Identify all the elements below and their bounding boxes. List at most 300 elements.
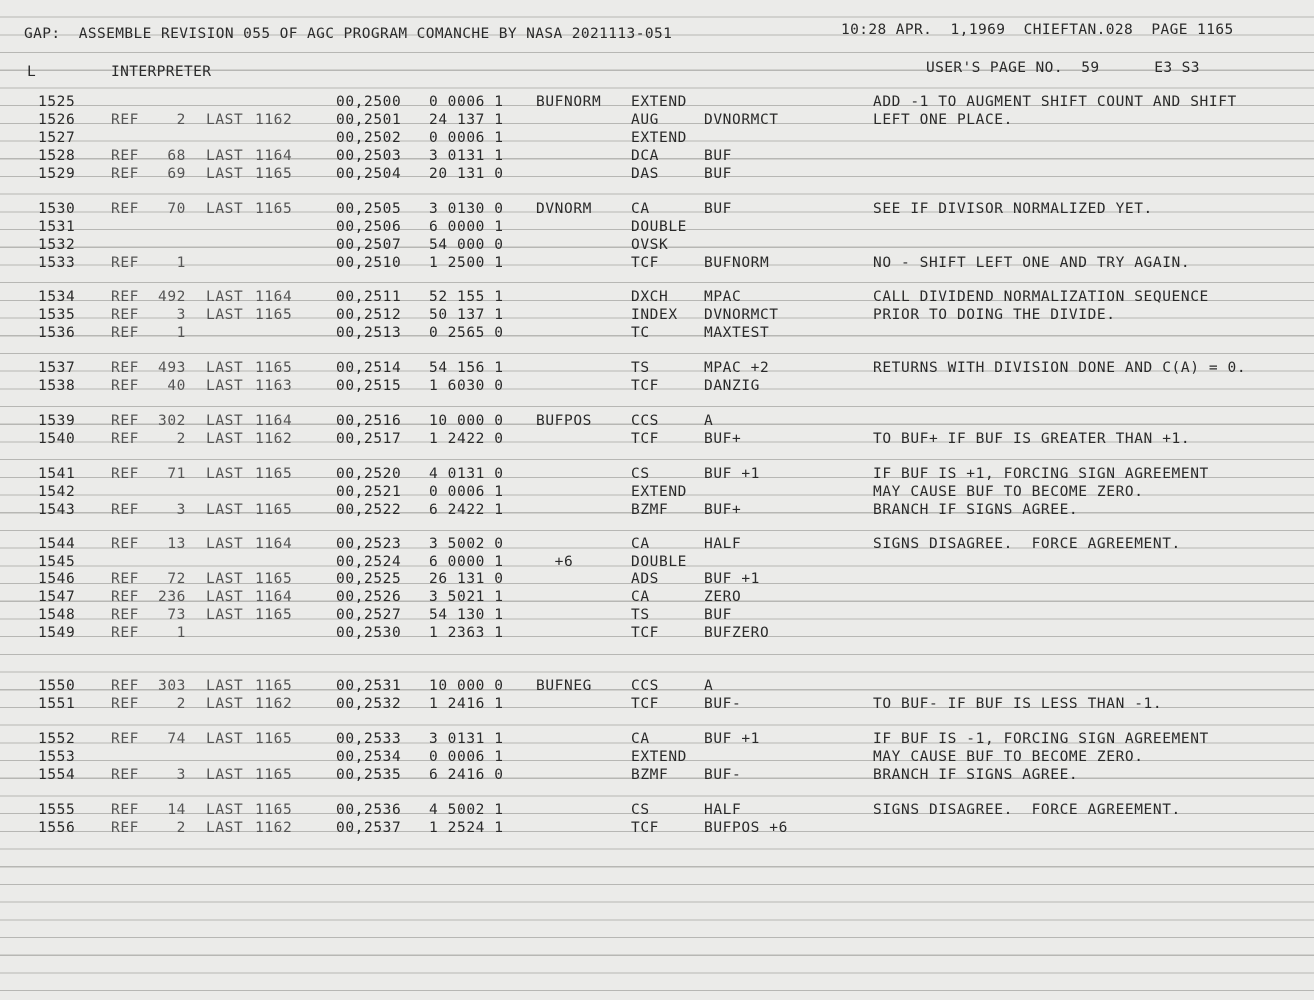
line-number: 1535	[38, 307, 76, 323]
listing-line	[0, 430, 1314, 448]
opcode: TCF	[631, 696, 659, 712]
last-page: 1165	[255, 571, 293, 587]
ref-label: REF	[111, 413, 139, 429]
last-label: LAST	[206, 767, 244, 783]
listing-line	[0, 695, 1314, 713]
address: 00,2505	[336, 201, 402, 217]
opcode: EXTEND	[631, 484, 687, 500]
ref-count: 13	[167, 536, 186, 552]
symbol-label: BUFPOS	[536, 413, 592, 429]
listing-line	[0, 483, 1314, 501]
address: 00,2536	[336, 802, 402, 818]
opcode: CA	[631, 201, 650, 217]
last-page: 1165	[255, 802, 293, 818]
opcode: CS	[631, 466, 650, 482]
address: 00,2535	[336, 767, 402, 783]
opcode: CA	[631, 731, 650, 747]
listing-line	[0, 93, 1314, 111]
ref-label: REF	[111, 625, 139, 641]
operand: A	[704, 678, 714, 694]
address: 00,2520	[336, 466, 402, 482]
address: 00,2530	[336, 625, 402, 641]
ref-count: 236	[158, 589, 186, 605]
line-number: 1542	[38, 484, 76, 500]
address: 00,2533	[336, 731, 402, 747]
listing-line	[0, 465, 1314, 483]
octal-code: 52 155 1	[429, 289, 504, 305]
ref-count: 303	[158, 678, 186, 694]
listing-line	[0, 147, 1314, 165]
listing-line	[0, 588, 1314, 606]
octal-code: 10 000 0	[429, 678, 504, 694]
operand: MPAC	[704, 289, 742, 305]
line-number: 1532	[38, 237, 76, 253]
line-number: 1525	[38, 94, 76, 110]
address: 00,2532	[336, 696, 402, 712]
opcode: CA	[631, 536, 650, 552]
last-label: LAST	[206, 307, 244, 323]
opcode: CS	[631, 802, 650, 818]
address: 00,2522	[336, 502, 402, 518]
listing-line	[0, 111, 1314, 129]
opcode: TC	[631, 325, 650, 341]
opcode: TS	[631, 360, 650, 376]
line-number: 1546	[38, 571, 76, 587]
line-number: 1530	[38, 201, 76, 217]
address: 00,2525	[336, 571, 402, 587]
octal-code: 26 131 0	[429, 571, 504, 587]
ref-count: 3	[176, 307, 186, 323]
listing-line	[0, 677, 1314, 695]
ref-label: REF	[111, 378, 139, 394]
line-number: 1553	[38, 749, 76, 765]
line-number: 1534	[38, 289, 76, 305]
last-page: 1162	[255, 820, 293, 836]
octal-code: 1 2416 1	[429, 696, 504, 712]
octal-code: 54 130 1	[429, 607, 504, 623]
symbol-label: +6	[536, 554, 574, 570]
symbol-label: BUFNORM	[536, 94, 602, 110]
address: 00,2500	[336, 94, 402, 110]
address: 00,2524	[336, 554, 402, 570]
line-number: 1549	[38, 625, 76, 641]
ref-label: REF	[111, 466, 139, 482]
comment: NO - SHIFT LEFT ONE AND TRY AGAIN.	[873, 255, 1191, 271]
line-number: 1539	[38, 413, 76, 429]
opcode: DOUBLE	[631, 219, 687, 235]
listing-line	[0, 377, 1314, 395]
line-number: 1551	[38, 696, 76, 712]
octal-code: 0 0006 1	[429, 749, 504, 765]
opcode: DOUBLE	[631, 554, 687, 570]
listing-line	[0, 218, 1314, 236]
opcode: TS	[631, 607, 650, 623]
operand: A	[704, 413, 714, 429]
comment: ADD -1 TO AUGMENT SHIFT COUNT AND SHIFT	[873, 94, 1237, 110]
ref-label: REF	[111, 767, 139, 783]
listing-line	[0, 748, 1314, 766]
symbol-label: DVNORM	[536, 201, 592, 217]
last-page: 1164	[255, 148, 293, 164]
listing-line	[0, 535, 1314, 553]
operand: BUF +1	[704, 571, 760, 587]
listing-line	[0, 165, 1314, 183]
address: 00,2506	[336, 219, 402, 235]
listing-line	[0, 730, 1314, 748]
comment: SEE IF DIVISOR NORMALIZED YET.	[873, 201, 1153, 217]
line-number: 1555	[38, 802, 76, 818]
listing-line	[0, 306, 1314, 324]
ref-count: 1	[176, 625, 186, 641]
ref-label: REF	[111, 148, 139, 164]
opcode: TCF	[631, 431, 659, 447]
ref-count: 74	[167, 731, 186, 747]
octal-code: 0 0006 1	[429, 130, 504, 146]
last-page: 1165	[255, 466, 293, 482]
ref-count: 2	[176, 431, 186, 447]
last-page: 1165	[255, 607, 293, 623]
octal-code: 3 5021 1	[429, 589, 504, 605]
ref-label: REF	[111, 502, 139, 518]
address: 00,2526	[336, 589, 402, 605]
ref-label: REF	[111, 536, 139, 552]
last-page: 1165	[255, 767, 293, 783]
last-page: 1165	[255, 731, 293, 747]
ref-count: 493	[158, 360, 186, 376]
opcode: ADS	[631, 571, 659, 587]
opcode: TCF	[631, 255, 659, 271]
listing-line	[0, 412, 1314, 430]
ref-count: 2	[176, 696, 186, 712]
line-number: 1529	[38, 166, 76, 182]
opcode: DXCH	[631, 289, 669, 305]
operand: BUFPOS +6	[704, 820, 788, 836]
comment: SIGNS DISAGREE. FORCE AGREEMENT.	[873, 536, 1181, 552]
last-label: LAST	[206, 502, 244, 518]
comment: MAY CAUSE BUF TO BECOME ZERO.	[873, 484, 1144, 500]
operand: MPAC +2	[704, 360, 770, 376]
opcode: EXTEND	[631, 94, 687, 110]
last-label: LAST	[206, 360, 244, 376]
ref-label: REF	[111, 431, 139, 447]
last-label: LAST	[206, 731, 244, 747]
address: 00,2510	[336, 255, 402, 271]
last-page: 1162	[255, 112, 293, 128]
octal-code: 4 5002 1	[429, 802, 504, 818]
address: 00,2514	[336, 360, 402, 376]
octal-code: 3 0131 1	[429, 148, 504, 164]
comment: IF BUF IS -1, FORCING SIGN AGREEMENT	[873, 731, 1209, 747]
ref-count: 70	[167, 201, 186, 217]
line-number: 1545	[38, 554, 76, 570]
ref-label: REF	[111, 589, 139, 605]
line-number: 1536	[38, 325, 76, 341]
address: 00,2502	[336, 130, 402, 146]
octal-code: 0 2565 0	[429, 325, 504, 341]
opcode: TCF	[631, 378, 659, 394]
operand: BUF +1	[704, 731, 760, 747]
operand: BUF+	[704, 431, 742, 447]
opcode: EXTEND	[631, 749, 687, 765]
operand: HALF	[704, 536, 742, 552]
octal-code: 1 2524 1	[429, 820, 504, 836]
address: 00,2507	[336, 237, 402, 253]
octal-code: 24 137 1	[429, 112, 504, 128]
octal-code: 54 156 1	[429, 360, 504, 376]
octal-code: 1 2422 0	[429, 431, 504, 447]
comment: SIGNS DISAGREE. FORCE AGREEMENT.	[873, 802, 1181, 818]
address: 00,2503	[336, 148, 402, 164]
opcode: DAS	[631, 166, 659, 182]
operand: BUF	[704, 607, 732, 623]
last-label: LAST	[206, 112, 244, 128]
operand: BUF	[704, 148, 732, 164]
last-page: 1165	[255, 307, 293, 323]
address: 00,2537	[336, 820, 402, 836]
octal-code: 50 137 1	[429, 307, 504, 323]
last-label: LAST	[206, 148, 244, 164]
operand: DVNORMCT	[704, 307, 779, 323]
address: 00,2521	[336, 484, 402, 500]
ref-count: 68	[167, 148, 186, 164]
comment: BRANCH IF SIGNS AGREE.	[873, 502, 1079, 518]
line-number: 1537	[38, 360, 76, 376]
users-page-number: USER'S PAGE NO. 59 E3 S3	[926, 60, 1200, 76]
ref-label: REF	[111, 678, 139, 694]
ref-label: REF	[111, 360, 139, 376]
line-number: 1533	[38, 255, 76, 271]
operand: BUF-	[704, 696, 742, 712]
address: 00,2513	[336, 325, 402, 341]
line-number: 1528	[38, 148, 76, 164]
comment: IF BUF IS +1, FORCING SIGN AGREEMENT	[873, 466, 1209, 482]
address: 00,2511	[336, 289, 402, 305]
opcode: AUG	[631, 112, 659, 128]
operand: HALF	[704, 802, 742, 818]
last-page: 1164	[255, 536, 293, 552]
octal-code: 3 0131 1	[429, 731, 504, 747]
last-page: 1165	[255, 502, 293, 518]
address: 00,2512	[336, 307, 402, 323]
ref-count: 2	[176, 820, 186, 836]
octal-code: 1 2363 1	[429, 625, 504, 641]
listing-line	[0, 606, 1314, 624]
octal-code: 1 2500 1	[429, 255, 504, 271]
last-label: LAST	[206, 820, 244, 836]
line-number: 1527	[38, 130, 76, 146]
operand: DVNORMCT	[704, 112, 779, 128]
opcode: EXTEND	[631, 130, 687, 146]
last-label: LAST	[206, 589, 244, 605]
last-page: 1164	[255, 289, 293, 305]
ref-count: 2	[176, 112, 186, 128]
address: 00,2515	[336, 378, 402, 394]
last-page: 1165	[255, 201, 293, 217]
last-page: 1164	[255, 413, 293, 429]
last-label: LAST	[206, 201, 244, 217]
octal-code: 6 0000 1	[429, 554, 504, 570]
listing-line	[0, 801, 1314, 819]
line-number: 1526	[38, 112, 76, 128]
header-title: GAP: ASSEMBLE REVISION 055 OF AGC PROGRAM COMANCHE BY NASA 2021113-051	[24, 26, 673, 42]
octal-code: 1 6030 0	[429, 378, 504, 394]
octal-code: 0 0006 1	[429, 484, 504, 500]
ref-count: 14	[167, 802, 186, 818]
ref-label: REF	[111, 166, 139, 182]
ref-count: 40	[167, 378, 186, 394]
last-label: LAST	[206, 678, 244, 694]
ref-count: 1	[176, 255, 186, 271]
operand: BUF	[704, 166, 732, 182]
octal-code: 4 0131 0	[429, 466, 504, 482]
comment: TO BUF- IF BUF IS LESS THAN -1.	[873, 696, 1163, 712]
line-number: 1531	[38, 219, 76, 235]
operand: BUFNORM	[704, 255, 770, 271]
last-label: LAST	[206, 696, 244, 712]
operand: BUF+	[704, 502, 742, 518]
comment: LEFT ONE PLACE.	[873, 112, 1013, 128]
ref-label: REF	[111, 571, 139, 587]
comment: RETURNS WITH DIVISION DONE AND C(A) = 0.	[873, 360, 1247, 376]
listing-line	[0, 819, 1314, 837]
address: 00,2534	[336, 749, 402, 765]
opcode: OVSK	[631, 237, 669, 253]
comment: CALL DIVIDEND NORMALIZATION SEQUENCE	[873, 289, 1209, 305]
operand: BUF	[704, 201, 732, 217]
ref-label: REF	[111, 201, 139, 217]
listing-line	[0, 288, 1314, 306]
ref-label: REF	[111, 820, 139, 836]
listing-line	[0, 624, 1314, 642]
octal-code: 6 2416 0	[429, 767, 504, 783]
listing-line	[0, 553, 1314, 571]
last-label: LAST	[206, 166, 244, 182]
line-number: 1541	[38, 466, 76, 482]
opcode: BZMF	[631, 767, 669, 783]
operand: ZERO	[704, 589, 742, 605]
ref-count: 72	[167, 571, 186, 587]
ref-label: REF	[111, 307, 139, 323]
address: 00,2523	[336, 536, 402, 552]
ref-label: REF	[111, 802, 139, 818]
octal-code: 3 0130 0	[429, 201, 504, 217]
comment: BRANCH IF SIGNS AGREE.	[873, 767, 1079, 783]
last-label: LAST	[206, 571, 244, 587]
opcode: BZMF	[631, 502, 669, 518]
last-label: LAST	[206, 431, 244, 447]
address: 00,2517	[336, 431, 402, 447]
opcode: TCF	[631, 820, 659, 836]
listing-line	[0, 254, 1314, 272]
opcode: CA	[631, 589, 650, 605]
last-label: LAST	[206, 466, 244, 482]
ref-count: 73	[167, 607, 186, 623]
header-date-page: 10:28 APR. 1,1969 CHIEFTAN.028 PAGE 1165	[841, 22, 1234, 38]
operand: BUF-	[704, 767, 742, 783]
last-page: 1165	[255, 678, 293, 694]
operand: BUF +1	[704, 466, 760, 482]
last-page: 1163	[255, 378, 293, 394]
operand: DANZIG	[704, 378, 760, 394]
comment: TO BUF+ IF BUF IS GREATER THAN +1.	[873, 431, 1191, 447]
line-number: 1544	[38, 536, 76, 552]
last-page: 1165	[255, 166, 293, 182]
section-title: INTERPRETER	[111, 64, 212, 80]
ref-label: REF	[111, 112, 139, 128]
comment: MAY CAUSE BUF TO BECOME ZERO.	[873, 749, 1144, 765]
last-label: LAST	[206, 536, 244, 552]
line-number: 1543	[38, 502, 76, 518]
octal-code: 0 0006 1	[429, 94, 504, 110]
last-page: 1162	[255, 696, 293, 712]
last-page: 1162	[255, 431, 293, 447]
opcode: TCF	[631, 625, 659, 641]
opcode: CCS	[631, 678, 659, 694]
last-label: LAST	[206, 378, 244, 394]
listing-line	[0, 129, 1314, 147]
listing-line	[0, 236, 1314, 254]
line-number: 1538	[38, 378, 76, 394]
line-number: 1556	[38, 820, 76, 836]
ref-label: REF	[111, 325, 139, 341]
line-number: 1540	[38, 431, 76, 447]
octal-code: 6 2422 1	[429, 502, 504, 518]
last-page: 1165	[255, 360, 293, 376]
listing-line	[0, 359, 1314, 377]
listing-line	[0, 200, 1314, 218]
opcode: INDEX	[631, 307, 678, 323]
line-number: 1547	[38, 589, 76, 605]
ref-count: 1	[176, 325, 186, 341]
listing-line	[0, 501, 1314, 519]
ref-count: 3	[176, 767, 186, 783]
line-number: 1552	[38, 731, 76, 747]
address: 00,2527	[336, 607, 402, 623]
last-label: LAST	[206, 289, 244, 305]
ref-label: REF	[111, 289, 139, 305]
section-mark: L	[27, 64, 37, 80]
ref-label: REF	[111, 731, 139, 747]
comment: PRIOR TO DOING THE DIVIDE.	[873, 307, 1116, 323]
operand: BUFZERO	[704, 625, 770, 641]
address: 00,2501	[336, 112, 402, 128]
octal-code: 3 5002 0	[429, 536, 504, 552]
line-number: 1548	[38, 607, 76, 623]
listing-line	[0, 324, 1314, 342]
address: 00,2516	[336, 413, 402, 429]
ref-count: 3	[176, 502, 186, 518]
ref-label: REF	[111, 607, 139, 623]
octal-code: 10 000 0	[429, 413, 504, 429]
address: 00,2531	[336, 678, 402, 694]
symbol-label: BUFNEG	[536, 678, 592, 694]
listing-line	[0, 766, 1314, 784]
last-page: 1164	[255, 589, 293, 605]
octal-code: 6 0000 1	[429, 219, 504, 235]
listing-line	[0, 570, 1314, 588]
opcode: CCS	[631, 413, 659, 429]
ref-label: REF	[111, 696, 139, 712]
octal-code: 54 000 0	[429, 237, 504, 253]
last-label: LAST	[206, 413, 244, 429]
ref-count: 71	[167, 466, 186, 482]
opcode: DCA	[631, 148, 659, 164]
last-label: LAST	[206, 607, 244, 623]
last-label: LAST	[206, 802, 244, 818]
ref-count: 69	[167, 166, 186, 182]
operand: MAXTEST	[704, 325, 770, 341]
ref-count: 492	[158, 289, 186, 305]
